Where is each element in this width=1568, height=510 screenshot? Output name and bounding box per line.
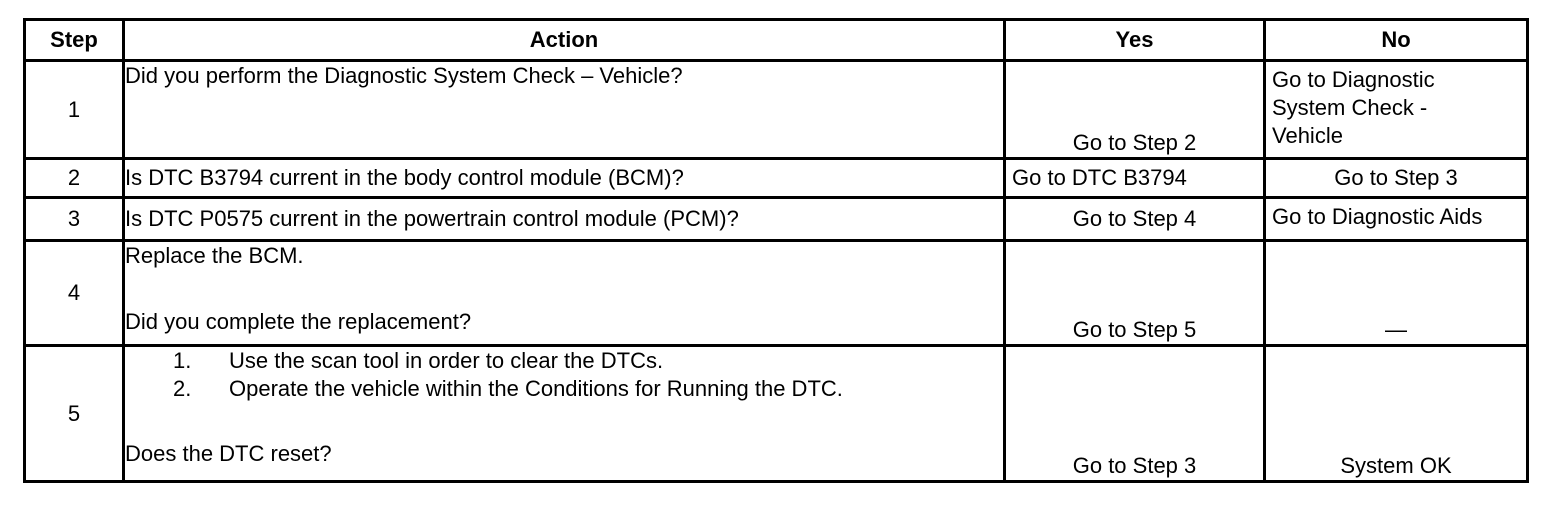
list-item-number: 2. <box>173 376 192 401</box>
list-item-text: Use the scan tool in order to clear the DTCs. <box>229 348 664 373</box>
action-text <box>124 346 1005 482</box>
list-item-text: Operate the vehicle within the Conditions for Running the DTC. <box>229 376 843 401</box>
list-item <box>125 375 1003 403</box>
no-result: Go to Diagnostic Aids <box>1265 198 1528 241</box>
yes-result: Go to Step 4 <box>1005 198 1265 241</box>
list-item <box>125 347 1003 375</box>
no-result-line: Vehicle <box>1272 123 1343 148</box>
list-item-number: 1. <box>173 348 192 373</box>
action-step-list <box>125 347 1003 403</box>
table-row <box>25 346 1528 482</box>
spacer <box>125 403 1003 440</box>
no-result <box>1265 61 1528 159</box>
no-result: System OK <box>1265 346 1528 482</box>
header-action: Action <box>124 20 1005 61</box>
step-number: 1 <box>25 61 124 159</box>
table-header-row <box>25 20 1528 61</box>
step-number: 2 <box>25 159 124 198</box>
step-number: 4 <box>25 241 124 346</box>
step-number: 5 <box>25 346 124 482</box>
header-yes: Yes <box>1005 20 1265 61</box>
diagnostic-table <box>23 18 1529 483</box>
action-question: Does the DTC reset? <box>125 441 332 466</box>
yes-result: Go to Step 3 <box>1005 346 1265 482</box>
spacer <box>125 270 1003 308</box>
action-text: Is DTC P0575 current in the powertrain control module (PCM)? <box>124 198 1005 241</box>
action-text: Is DTC B3794 current in the body control module (BCM)? <box>124 159 1005 198</box>
no-result: Go to Step 3 <box>1265 159 1528 198</box>
action-text: Did you perform the Diagnostic System Check – Vehicle? <box>124 61 1005 159</box>
action-instruction: Replace the BCM. <box>125 243 304 268</box>
yes-result: Go to DTC B3794 <box>1005 159 1265 198</box>
table-row <box>25 198 1528 241</box>
header-step: Step <box>25 20 124 61</box>
table-row <box>25 159 1528 198</box>
action-text <box>124 241 1005 346</box>
no-result-line: Go to Diagnostic <box>1272 67 1435 92</box>
yes-result: Go to Step 5 <box>1005 241 1265 346</box>
table-row <box>25 61 1528 159</box>
step-number: 3 <box>25 198 124 241</box>
yes-result: Go to Step 2 <box>1005 61 1265 159</box>
header-no: No <box>1265 20 1528 61</box>
action-question: Did you complete the replacement? <box>125 309 472 334</box>
table-row <box>25 241 1528 346</box>
no-result-line: System Check - <box>1272 95 1428 120</box>
no-result: — <box>1265 241 1528 346</box>
